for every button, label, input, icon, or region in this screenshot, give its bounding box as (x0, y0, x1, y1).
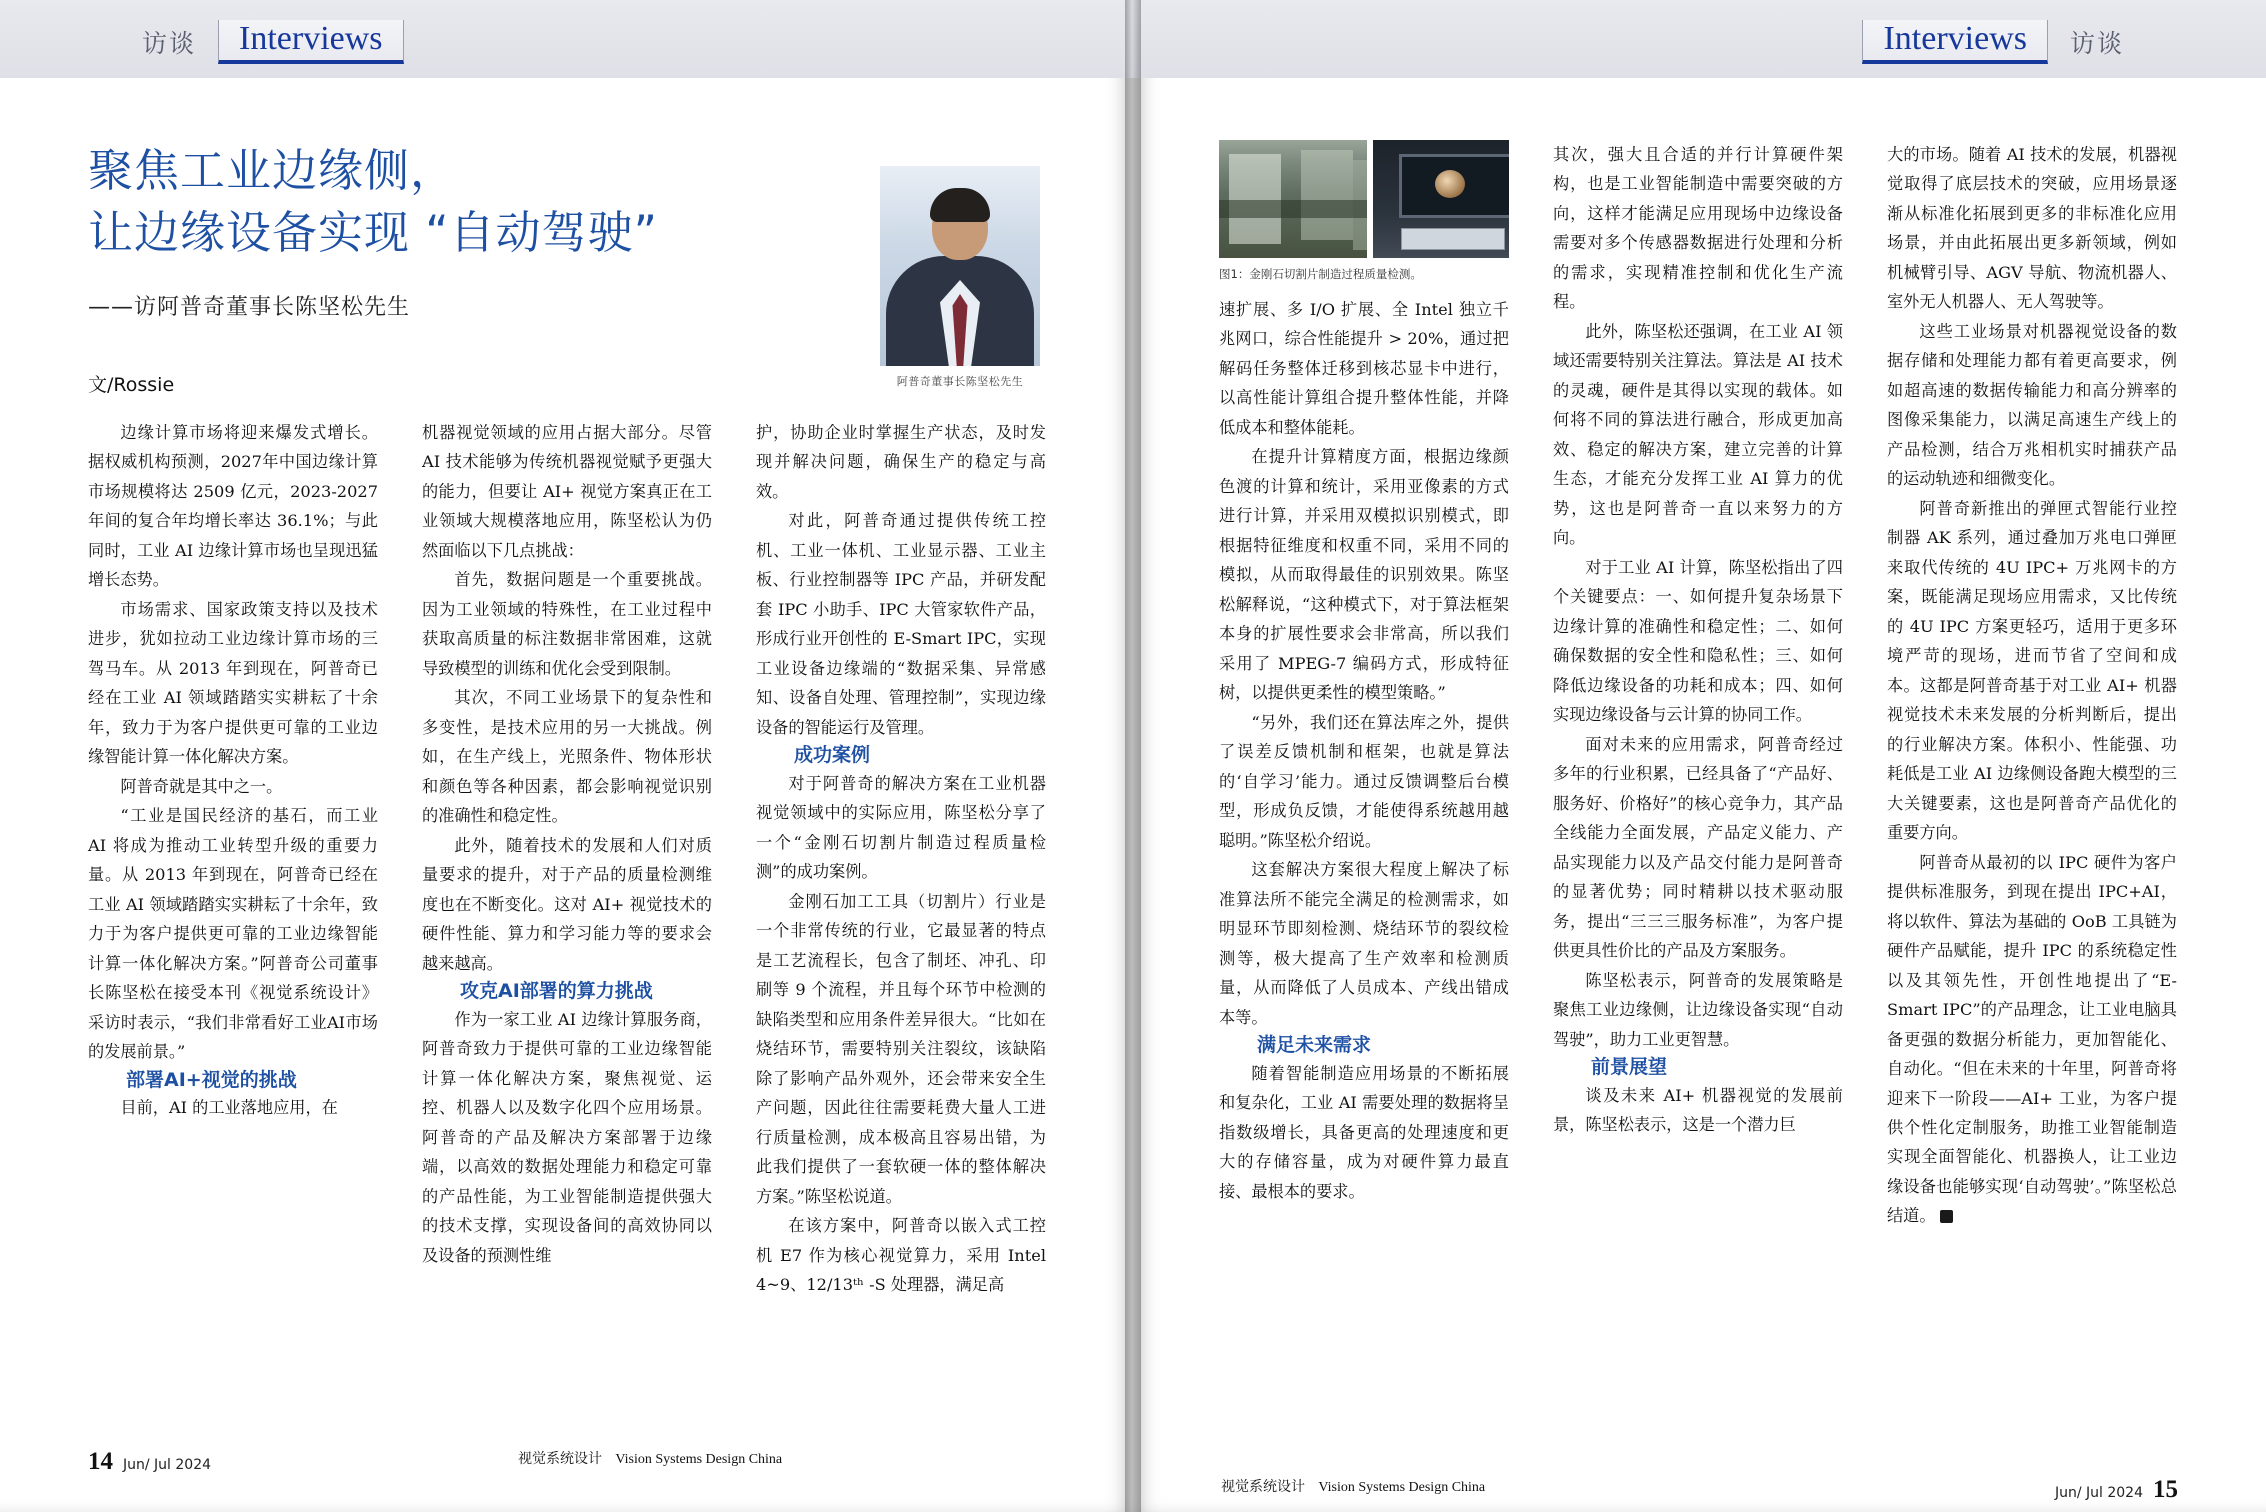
page-number: 15 (2153, 1476, 2178, 1503)
page-header-left (0, 0, 1133, 78)
page-footer-left (88, 1448, 1045, 1476)
publication-name-cn: 视觉系统设计 (1221, 1479, 1305, 1495)
paragraph: 此外，陈坚松还强调，在工业 AI 领域还需要特别关注算法。算法是 AI 技术的灵魂，硬件是其得以实现的载体。如何将不同的算法进行融合，形成更加高效、稳定的解决方案，建立完善的计算生态，才能充分发挥工业 AI 算力的优势，这也是阿普奇一直以来努力的方向。 (1553, 321, 1843, 548)
paragraph: 面对未来的应用需求，阿普奇经过多年的行业积累，已经具备了“产品好、服务好、价格好”的核心竞争力，其产品全线能力全面发展，产品定义能力、产品实现能力以及产品交付能力是阿普奇的显著优势；同时精耕以技术驱动服务，提出“三三三服务标准”，为客户提供更具性价比的产品及方案服务。 (1553, 734, 1843, 961)
paragraph: 在该方案中，阿普奇以嵌入式工控机 E7 作为核心视觉算力，采用 Intel 4~9、12/13ᵗʰ -S 处理器，满足高 (756, 1216, 1046, 1295)
paragraph: 阿普奇就是其中之一。 (120, 776, 283, 796)
paragraph: 对于工业 AI 计算，陈坚松指出了四个关键要点：一、如何提升复杂场景下边缘计算的准确性和稳定性；二、如何确保数据的安全性和隐私性；三、如何降低边缘设备的功耗和成本；四、如何实现边缘设备与云计算的协同工作。 (1553, 557, 1843, 725)
figure-1 (1219, 140, 1509, 285)
article-byline: 文/Rossie (88, 374, 175, 396)
title-line-1: 聚焦工业边缘侧， (88, 144, 457, 197)
body-columns-left (88, 418, 1048, 1408)
portrait-figure (880, 166, 1040, 389)
publication-name-en: Vision Systems Design China (1318, 1480, 1486, 1495)
header-label-cn: 访谈 (2069, 29, 2124, 58)
paragraph: 大的市场。随着 AI 技术的发展，机器视觉取得了底层技术的突破，应用场景逐渐从标准化拓展到更多的非标准化应用场景，并由此拓展出更多新领域，例如机械臂引导、AGV 导航、物流机器人、室外无人机器人、无人驾驶等。 (1887, 145, 2177, 312)
column-3 (1887, 140, 2177, 1400)
paragraph: “工业是国民经济的基石，而工业 AI 将成为推动工业转型升级的重要力量。从 2013 年到现在，阿普奇已经在工业 AI 领域踏踏实实耕耘了十余年，致力于为客户提供更可靠的工业边缘智能计算一体化解决方案。”阿普奇公司董事长陈坚松在接受本刊《视觉系统设计》采访时表示，“我们非常看好工业AI市场的发展前景。” (88, 806, 378, 1062)
paragraph: 机器视觉领域的应用占据大部分。尽管 AI 技术能够为传统机器视觉赋予更强大的能力，但要让 AI+ 视觉方案真正在工业领域大规模落地应用，陈坚松认为仍然面临以下几点挑战： (422, 423, 712, 560)
body-columns-right (1219, 140, 2179, 1400)
page-right (1133, 0, 2266, 1512)
end-of-article-icon: V (1940, 1210, 1953, 1223)
figure-image-production-line (1219, 140, 1367, 258)
header-label-en: Interviews (1862, 20, 2048, 64)
column-2 (422, 418, 712, 1408)
paragraph: 此外，随着技术的发展和人们对质量要求的提升，对于产品的质量检测维度也在不断变化。这对 AI+ 视觉技术的硬件性能、算力和学习能力等的要求会越来越高。 (422, 835, 712, 973)
paragraph: 对于阿普奇的解决方案在工业机器视觉领域中的实际应用，陈坚松分享了一个“金刚石切割片制造过程质量检测”的成功案例。 (756, 773, 1046, 882)
publication-name (1221, 1476, 1485, 1496)
paragraph: 其次，强大且合适的并行计算硬件架构，也是工业智能制造中需要突破的方向，这样才能满足应用现场中边缘设备需要对多个传感器数据进行处理和分析的需求，实现精准控制和优化生产流程。 (1553, 145, 1843, 312)
publication-name-en: Vision Systems Design China (615, 1452, 783, 1467)
paragraph: 对此，阿普奇通过提供传统工控机、工业一体机、工业显示器、工业主板、行业控制器等 IPC 产品，并研发配套 IPC 小助手、IPC 大管家软件产品，形成行业开创性的 E-Smart IPC，实现工业设备边缘端的“数据采集、异常感知、设备自处理、管理控制”，实现边缘设备的智能运行及管理。 (756, 511, 1046, 737)
paragraph: 金刚石加工工具（切割片）行业是一个非常传统的行业，它最显著的特点是工艺流程长，包含了制坯、冲孔、印刷等 9 个流程，并且每个环节中检测的缺陷类型和应用条件差异很大。“比如在烧结环节，需要特别关注裂纹，该缺陷除了影响产品外观外，还会带来安全生产问题，因此往往需要耗费大量人工进行质量检测，成本极高且容易出错，为此我们提供了一套软硬一体的整体解决方案。”陈坚松说道。 (756, 891, 1046, 1206)
paragraph: 谈及未来 AI+ 机器视觉的发展前景，陈坚松表示，这是一个潜力巨 (1553, 1085, 1843, 1135)
paragraph-final (1887, 848, 2177, 1231)
paragraph: 在提升计算精度方面，根据边缘颜色渡的计算和统计，采用亚像素的方式进行计算，并采用双模拟识别模式，即根据特征维度和权重不同，采用不同的模拟，从而取得最佳的识别效果。陈坚松解释说，“这种模式下，对于算法框架本身的扩展性要求会非常高，所以我们采用了 MPEG-7 编码方式，形成特征树，以提供更柔性的模型策略。” (1219, 447, 1509, 703)
header-label-en: Interviews (218, 20, 404, 64)
page-header-right (1133, 0, 2266, 78)
paragraph: 护，协助企业时掌握生产状态，及时发现并解决问题，确保生产的稳定与高效。 (756, 423, 1046, 501)
paragraph: 阿普奇新推出的弹匣式智能行业控制器 AK 系列，通过叠加万兆电口弹匣来取代传统的 4U IPC+ 万兆网卡的方案，既能满足现场应用需求，又比传统的 4U IPC 方案更轻巧，适用于更多环境严苛的现场，进而节省了空间和成本。这都是阿普奇基于对工业 AI+ 机器视觉技术未来发展的分析判断后，提出的行业解决方案。体积小、性能强、功耗低是工业 AI 边缘侧设备跑大模型的三大关键要素，这也是阿普奇产品优化的重要方向。 (1887, 498, 2177, 843)
portrait-photo (880, 166, 1040, 366)
section-heading-outlook: 前景展望 (1591, 1056, 1668, 1079)
paragraph: 随着智能制造应用场景的不断拓展和复杂化，工业 AI 需要处理的数据将呈指数级增长，具备更高的处理速度和更大的存储容量，成为对硬件算力最直接、最根本的要求。 (1219, 1063, 1509, 1201)
section-heading-deploy-challenges: 部署AI+视觉的挑战 (126, 1068, 297, 1091)
footer-page-group (2045, 1476, 2178, 1504)
page-number: 14 (88, 1448, 113, 1475)
paragraph-text: 阿普奇从最初的以 IPC 硬件为客户提供标准服务，到现在提出 IPC+AI，将以软件、算法为基础的 OoB 工具链为硬件产品赋能，提升 IPC 的系统稳定性以及其领先性，开创性地提出了“E-Smart IPC”的产品理念，让工业电脑具备更强的数据分析能力，更加智能化、自动化。“但在未来的十年里，阿普奇将迎来下一阶段——AI+ 工业，为客户提供个性化定制服务，助推工业智能制造实现全面智能化、机器换人，让工业边缘设备也能够实现‘自动驾驶’。”陈坚松总结道。 (1887, 852, 2177, 1226)
paragraph: 速扩展、多 I/O 扩展、全 Intel 独立千兆网口，综合性能提升 > 20%，通过把解码任务整体迁移到核芯显卡中进行，以高性能计算组合提升整体性能，并降低成本和整体能耗。 (1219, 299, 1509, 437)
column-1 (1219, 140, 1509, 1400)
column-3 (756, 418, 1046, 1408)
article-title (88, 140, 788, 321)
paragraph: 陈坚松表示，阿普奇的发展策略是聚焦工业边缘侧，让边缘设备实现“自动驾驶”，助力工业更智慧。 (1553, 970, 1843, 1049)
article-subtitle: ——访阿普奇董事长陈坚松先生 (88, 295, 411, 321)
paragraph: 市场需求、国家政策支持以及技术进步，犹如拉动工业边缘计算市场的三驾马车。从 2013 年到现在，阿普奇已经在工业 AI 领域踏踏实实耕耘了十余年，致力于为客户提供更可靠的工业边缘智能计算一体化解决方案。 (88, 599, 378, 767)
title-line-2: 让边缘设备实现 “自动驾驶” (88, 206, 658, 260)
section-heading-case-study: 成功案例 (794, 744, 871, 767)
paragraph: 其次，不同工业场景下的复杂性和多变性，是技术应用的另一大挑战。例如，在生产线上，光照条件、物体形状和颜色等各种因素，都会影响视觉识别的准确性和稳定性。 (422, 688, 712, 826)
section-heading-computing-power: 攻克AI部署的算力挑战 (460, 980, 653, 1003)
paragraph: 这套解决方案很大程度上解决了标准算法所不能完全满足的检测需求，如明显环节即刻检测、烧结环节的裂纹检测等，极大提高了生产效率和检测质量，从而降低了人员成本、产线出错成本等。 (1219, 860, 1509, 1027)
publication-name (518, 1448, 782, 1468)
publication-name-cn: 视觉系统设计 (518, 1451, 602, 1467)
section-heading-future-needs: 满足未来需求 (1257, 1034, 1372, 1057)
figure-image-inspection-station (1373, 140, 1509, 258)
header-label-cn: 访谈 (142, 29, 197, 58)
issue-date: Jun/ Jul 2024 (123, 1457, 212, 1473)
paragraph: 目前，AI 的工业落地应用，在 (120, 1098, 338, 1118)
portrait-hair (930, 188, 990, 222)
issue-date: Jun/ Jul 2024 (2054, 1485, 2143, 1501)
paragraph: 作为一家工业 AI 边缘计算服务商，阿普奇致力于提供可靠的工业边缘智能计算一体化解决方案，聚焦视觉、运控、机器人以及数字化四个应用场景。阿普奇的产品及解决方案部署于边缘端，以高效的数据处理能力和稳定可靠的产品性能，为工业智能制造提供强大的技术支撑，实现设备间的高效协同以及设备的预测性维 (422, 1009, 712, 1265)
figure-keyboard (1401, 228, 1505, 250)
column-2 (1553, 140, 1843, 1400)
paragraph: “另外，我们还在算法库之外，提供了误差反馈机制和框架，也就是算法的‘自学习’能力。通过反馈调整后台模型，形成负反馈，才能使得系统越用越聪明。”陈坚松介绍说。 (1219, 712, 1509, 850)
paragraph: 这些工业场景对机器视觉设备的数据存储和处理能力都有着更高要求，例如超高速的数据传输能力和高分辨率的图像采集能力，以满足高速生产线上的产品检测，结合万兆相机实时捕获产品的运动轨迹和细微变化。 (1887, 321, 2177, 489)
portrait-caption: 阿普奇董事长陈坚松先生 (896, 375, 1024, 388)
paragraph: 边缘计算市场将迎来爆发式增长。据权威机构预测，2027年中国边缘计算市场规模将达 2509 亿元，2023-2027 年间的复合年均增长率达 36.1%；与此同时，工业 AI 边缘计算市场也呈现迅猛增长态势。 (88, 423, 378, 590)
figure-caption: 图1：金刚石切割片制造过程质量检测。 (1219, 267, 1422, 281)
paragraph: 首先，数据问题是一个重要挑战。因为工业领域的特殊性，在工业过程中获取高质量的标注数据非常困难，这就导致模型的训练和优化会受到限制。 (422, 570, 712, 678)
column-1 (88, 418, 378, 1408)
